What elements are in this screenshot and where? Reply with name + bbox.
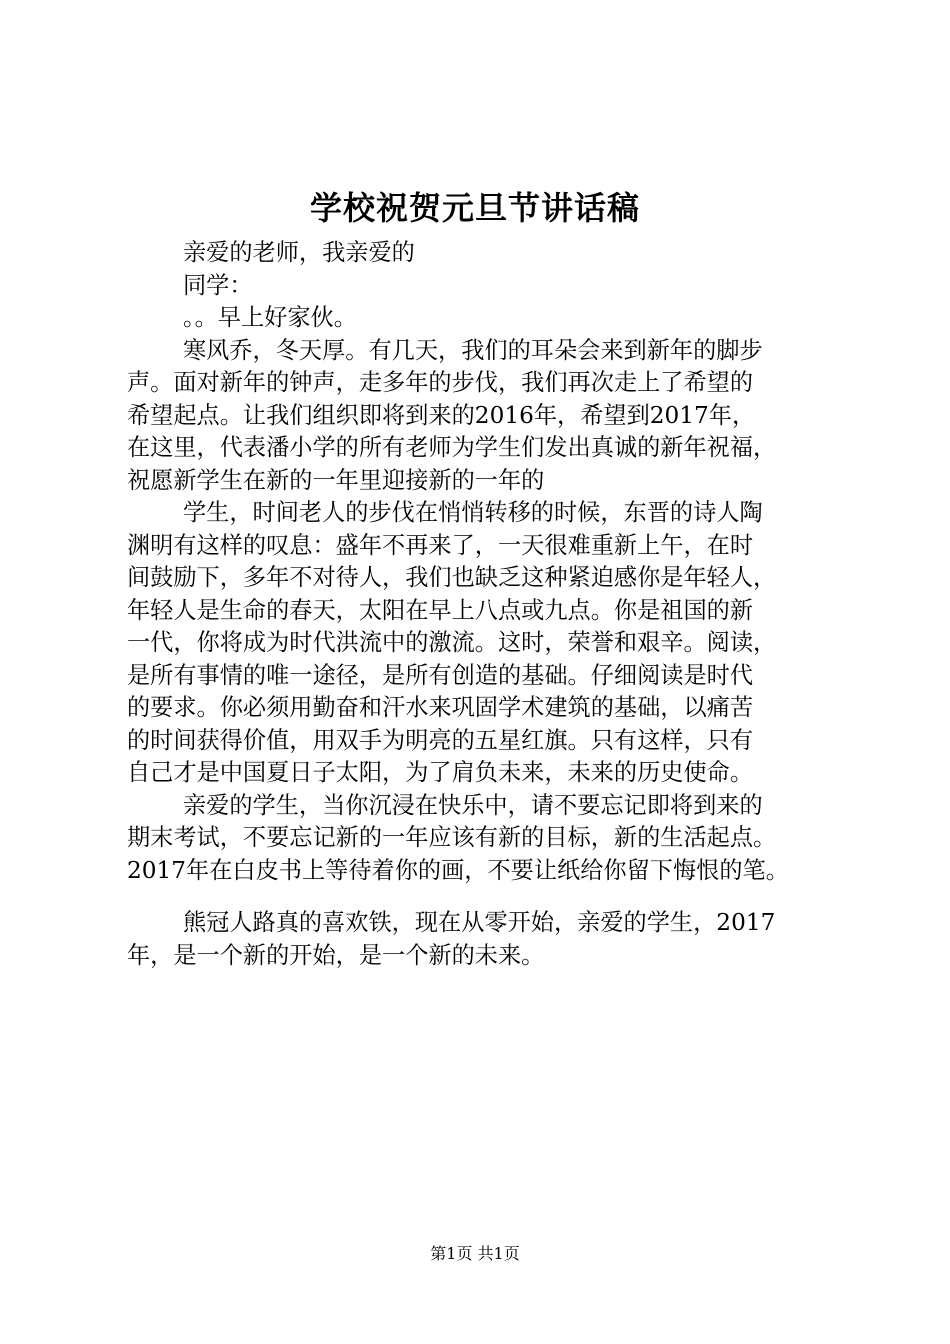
greeting-line: 亲爱的老师，我亲爱的 <box>183 239 415 266</box>
paragraph-line: 祝愿新学生在新的一年里迎接新的一年的 <box>127 466 545 494</box>
paragraph-line: 是所有事情的唯一途径，是所有创造的基础。仔细阅读是时代 <box>127 661 754 689</box>
paragraph-line: 期末考试，不要忘记新的一年应该有新的目标，新的生活起点。 <box>127 824 777 851</box>
paragraph-line: 年轻人是生命的春天，太阳在早上八点或九点。你是祖国的新 <box>127 596 754 624</box>
paragraph-line: 渊明有这样的叹息：盛年不再来了，一天很难重新上午，在时 <box>127 531 754 559</box>
document-body <box>127 237 847 972</box>
paragraph-line: 间鼓励下，多年不对待人，我们也缺乏这种紧迫感你是年轻人， <box>127 564 777 591</box>
greeting-line: 。。早上好家伙。 <box>183 304 357 331</box>
paragraph-line: 亲爱的学生，当你沉浸在快乐中，请不要忘记即将到来的 <box>183 791 763 819</box>
paragraph-line: 自己才是中国夏日子太阳，为了肩负未来，未来的历史使命。 <box>127 759 754 786</box>
document-title: 学校祝贺元旦节讲话稿 <box>309 189 640 227</box>
paragraph-line: 一代，你将成为时代洪流中的激流。这时，荣誉和艰辛。阅读， <box>127 629 777 656</box>
paragraph-line: 学生，时间老人的步伐在悄悄转移的时候，东晋的诗人陶 <box>183 499 763 526</box>
greeting-line: 同学： <box>183 271 253 299</box>
paragraph-line: 在这里，代表潘小学的所有老师为学生们发出真诚的新年祝福， <box>127 434 777 461</box>
paragraph-spacer <box>127 887 847 907</box>
paragraph-line: 希望起点。让我们组织即将到来的2016年，希望到2017年， <box>127 401 756 429</box>
paragraph-line: 声。面对新年的钟声，走多年的步伐，我们再次走上了希望的 <box>127 369 754 396</box>
paragraph-line: 年，是一个新的开始，是一个新的未来。 <box>127 941 545 969</box>
page-footer: 第1页 共1页 <box>430 1244 520 1263</box>
paragraph-line: 熊冠人路真的喜欢铁，现在从零开始，亲爱的学生，2017 <box>183 909 776 936</box>
paragraph-line: 的要求。你必须用勤奋和汗水来巩固学术建筑的基础，以痛苦 <box>127 694 754 721</box>
paragraph-line: 寒风乔，冬天厚。有几天，我们的耳朵会来到新年的脚步 <box>183 336 763 364</box>
paragraph-line: 的时间获得价值，用双手为明亮的五星红旗。只有这样，只有 <box>127 726 754 754</box>
paragraph-line: 2017年在白皮书上等待着你的画，不要让纸给你留下悔恨的笔。 <box>127 856 789 884</box>
